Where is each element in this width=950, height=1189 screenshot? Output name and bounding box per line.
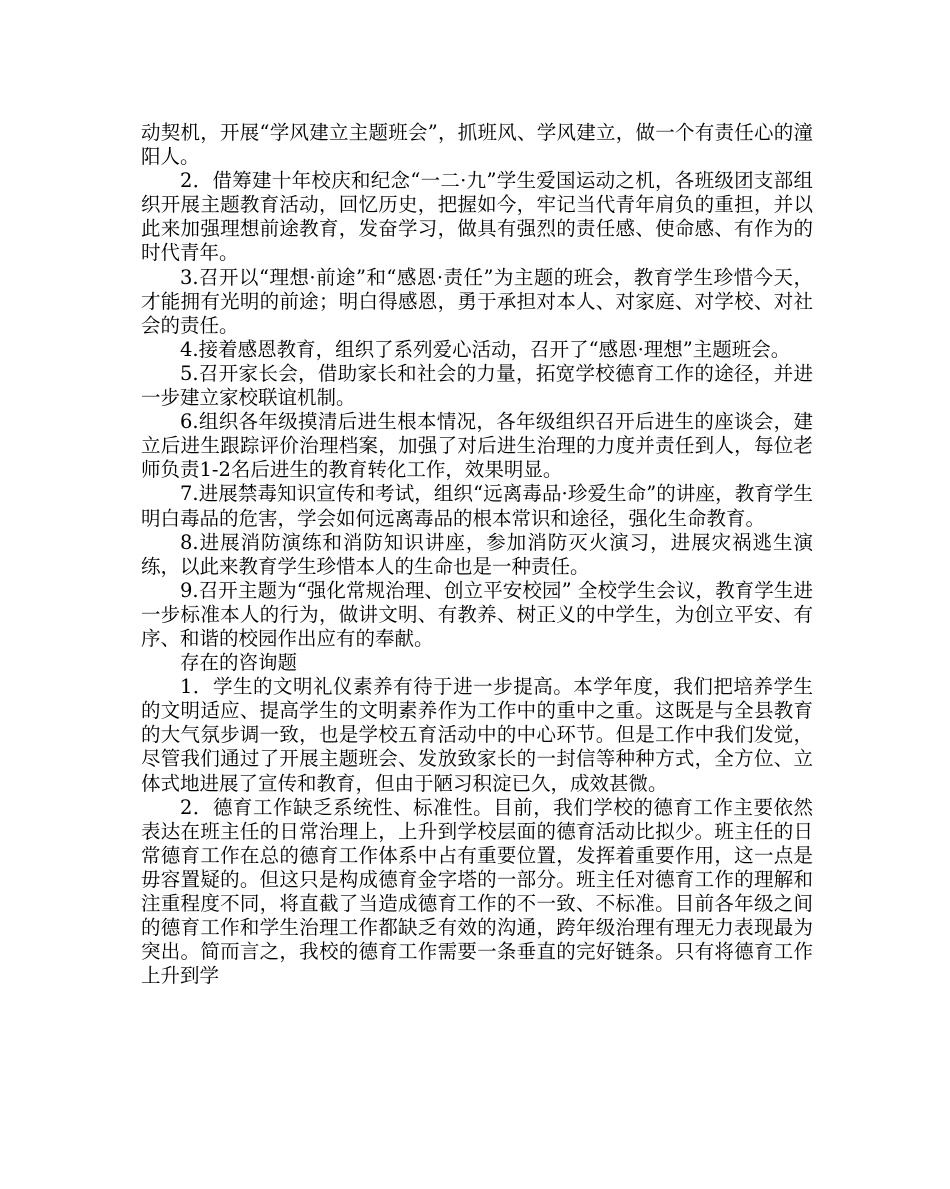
- paragraph: 2．德育工作缺乏系统性、标准性。目前，我们学校的德育工作主要依然表达在班主任的日常治理上，上升到学校层面的德育活动比拟少。班主任的日常德育工作在总的德育工作体系中占有重要位置，发挥着重要作用，这一点是毋容置疑的。但这只是构成德育金字塔的一部分。班主任对德育工作的理解和注重程度不同，将直截了当造成德育工作的不一致、不标准。目前各年级之间的德育工作和学生治理工作都缺乏有效的沟通，跨年级治理有理无力表现最为突出。简而言之，我校的德育工作需要一条垂直的完好链条。只有将德育工作上升到学: [141, 795, 813, 988]
- paragraph: 7.进展禁毒知识宣传和考试，组织“远离毒品·珍爱生命”的讲座，教育学生明白毒品的危害，学会如何远离毒品的根本常识和途径，强化生命教育。: [141, 482, 813, 530]
- paragraph: 3.召开以“理想·前途”和“感恩·责任”为主题的班会，教育学生珍惜今天，才能拥有光明的前途；明白得感恩，勇于承担对本人、对家庭、对学校、对社会的责任。: [141, 265, 813, 337]
- paragraph: 6.组织各年级摸清后进生根本情况，各年级组织召开后进生的座谈会，建立后进生跟踪评价治理档案，加强了对后进生治理的力度并责任到人，每位老师负责1-2名后进生的教育转化工作，效果明显。: [141, 410, 813, 482]
- paragraph: 2．借筹建十年校庆和纪念“一二·九”学生爱国运动之机，各班级团支部组织开展主题教育活动，回忆历史，把握如今，牢记当代青年肩负的重担，并以此来加强理想前途教育，发奋学习，做具有强烈的责任感、使命感、有作为的时代青年。: [141, 169, 813, 265]
- paragraph: 9.召开主题为“强化常规治理、创立平安校园” 全校学生会议，教育学生进一步标准本人的行为，做讲文明、有教养、树正义的中学生，为创立平安、有序、和谐的校园作出应有的奉献。: [141, 578, 813, 650]
- paragraph: 8.进展消防演练和消防知识讲座，参加消防灭火演习，进展灾祸逃生演练，以此来教育学生珍惜本人的生命也是一种责任。: [141, 530, 813, 578]
- paragraph: 5.召开家长会，借助家长和社会的力量，拓宽学校德育工作的途径，并进一步建立家校联谊机制。: [141, 361, 813, 410]
- paragraph: 4.接着感恩教育，组织了系列爱心活动，召开了“感恩·理想”主题班会。: [180, 337, 791, 361]
- document-body: [141, 121, 813, 988]
- paragraph: 1．学生的文明礼仪素养有待于进一步提高。本学年度，我们把培养学生的文明适应、提高学生的文明素养作为工作中的重中之重。这既是与全县教育的大气氛步调一致，也是学校五育活动中的中心环节。但是工作中我们发觉，尽管我们通过了开展主题班会、发放致家长的一封信等种种方式，全方位、立体式地进展了宣传和教育，但由于陋习积淀已久，成效甚微。: [141, 675, 813, 795]
- paragraph: 动契机，开展“学风建立主题班会”，抓班风、学风建立，做一个有责任心的潼阳人。: [141, 121, 813, 169]
- paragraph: 存在的咨询题: [180, 651, 298, 675]
